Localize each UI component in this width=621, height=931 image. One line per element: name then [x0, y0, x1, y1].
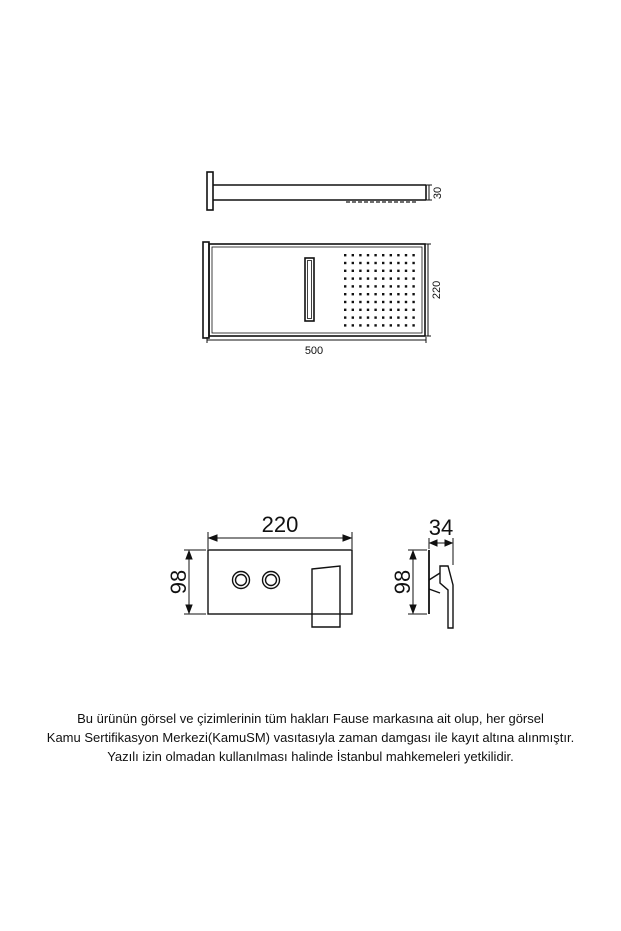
nozzle-dot — [374, 262, 376, 264]
shower-head-side-view — [207, 172, 426, 210]
nozzle-dot — [405, 309, 407, 311]
nozzle-dot — [374, 293, 376, 295]
nozzle-dot — [359, 254, 361, 256]
nozzle-dot — [405, 301, 407, 303]
side-lever — [440, 566, 453, 628]
nozzle-dot — [382, 301, 384, 303]
nozzle-dot — [359, 277, 361, 279]
nozzle-dot — [412, 254, 414, 256]
nozzle-dot — [397, 324, 399, 326]
nozzle-dot — [344, 324, 346, 326]
nozzle-dot — [352, 277, 354, 279]
nozzle-dot — [367, 324, 369, 326]
nozzle-dot — [352, 324, 354, 326]
nozzle-dot — [382, 324, 384, 326]
nozzle-dot — [382, 277, 384, 279]
nozzle-dot — [390, 301, 392, 303]
nozzle-dot — [390, 262, 392, 264]
nozzle-dot — [390, 316, 392, 318]
nozzle-dot — [412, 277, 414, 279]
nozzle-dot — [352, 293, 354, 295]
nozzle-dot — [382, 262, 384, 264]
nozzle-dot — [374, 254, 376, 256]
nozzle-grid — [344, 254, 415, 327]
nozzle-dot — [397, 262, 399, 264]
nozzle-dot — [397, 301, 399, 303]
mixer-side-height-label: 98 — [390, 569, 415, 595]
plate-inner — [212, 247, 422, 333]
nozzle-dot — [344, 270, 346, 272]
nozzle-dot — [374, 309, 376, 311]
nozzle-dot — [412, 285, 414, 287]
nozzle-dot — [397, 277, 399, 279]
nozzle-dot — [382, 316, 384, 318]
nozzle-dot — [412, 262, 414, 264]
nozzle-dot — [344, 293, 346, 295]
nozzle-dot — [382, 254, 384, 256]
nozzle-dot — [397, 293, 399, 295]
nozzle-dot — [344, 301, 346, 303]
nozzle-dot — [352, 301, 354, 303]
nozzle-dot — [412, 301, 414, 303]
nozzle-dot — [367, 301, 369, 303]
nozzle-dot — [405, 254, 407, 256]
mixer-depth-dimension — [429, 538, 453, 565]
nozzle-dot — [397, 316, 399, 318]
nozzle-dot — [397, 270, 399, 272]
mixer-height-label: 98 — [166, 569, 191, 595]
nozzle-dot — [359, 324, 361, 326]
nozzle-dot — [352, 262, 354, 264]
length-dimension — [207, 337, 426, 343]
nozzle-dot — [390, 285, 392, 287]
nozzle-dot — [344, 262, 346, 264]
nozzle-dot — [405, 293, 407, 295]
nozzle-dot — [352, 285, 354, 287]
side-wall-flange — [207, 172, 213, 210]
nozzle-dot — [390, 309, 392, 311]
mixer-lever — [312, 566, 340, 627]
nozzle-dot — [382, 285, 384, 287]
nozzle-dot — [390, 277, 392, 279]
nozzle-dot — [405, 285, 407, 287]
nozzle-dot — [390, 324, 392, 326]
nozzle-dot — [367, 285, 369, 287]
nozzle-dot — [344, 254, 346, 256]
nozzle-dot — [412, 270, 414, 272]
nozzle-dot — [374, 324, 376, 326]
thickness-label: 30 — [432, 186, 444, 200]
nozzle-dot — [359, 309, 361, 311]
nozzle-dot — [390, 293, 392, 295]
nozzle-dot — [359, 285, 361, 287]
nozzle-dot — [344, 309, 346, 311]
nozzle-dot — [397, 285, 399, 287]
nozzle-dot — [367, 293, 369, 295]
nozzle-dot — [390, 270, 392, 272]
nozzle-dot — [374, 277, 376, 279]
plate-outline — [209, 244, 425, 336]
nozzle-dot — [374, 316, 376, 318]
notice-line-3: Yazılı izin olmadan kullanılması halinde İstanbul mahkemeleri yetkilidir. — [107, 749, 514, 764]
length-label: 500 — [304, 345, 324, 357]
nozzle-dot — [367, 270, 369, 272]
nozzle-dot — [359, 293, 361, 295]
nozzle-dot — [374, 270, 376, 272]
nozzle-dot — [359, 262, 361, 264]
nozzle-dot — [412, 293, 414, 295]
nozzle-dot — [367, 254, 369, 256]
nozzle-dot — [405, 262, 407, 264]
cover-plate — [208, 550, 352, 614]
nozzle-dot — [382, 270, 384, 272]
nozzle-dot — [382, 293, 384, 295]
nozzle-dot — [344, 316, 346, 318]
nozzle-dot — [412, 316, 414, 318]
nozzle-dot — [352, 270, 354, 272]
mixer-side-view — [429, 550, 453, 628]
nozzle-dot — [412, 309, 414, 311]
nozzle-dot — [405, 270, 407, 272]
nozzle-dot — [405, 277, 407, 279]
nozzle-dot — [412, 324, 414, 326]
top-wall-flange — [203, 242, 209, 338]
mixer-width-label: 220 — [261, 512, 299, 537]
nozzle-dot — [367, 262, 369, 264]
nozzle-dot — [359, 270, 361, 272]
nozzle-dot — [390, 254, 392, 256]
width-label: 220 — [431, 280, 443, 300]
nozzle-dot — [374, 301, 376, 303]
nozzle-dot — [374, 285, 376, 287]
nozzle-dot — [405, 316, 407, 318]
nozzle-dot — [367, 316, 369, 318]
nozzle-dot — [344, 277, 346, 279]
nozzle-dot — [367, 309, 369, 311]
copyright-notice — [0, 709, 621, 766]
nozzle-dot — [352, 309, 354, 311]
nozzle-dot — [367, 277, 369, 279]
notice-line-2: Kamu Sertifikasyon Merkezi(KamuSM) vasıtasıyla zaman damgası ile kayıt altına alınmıştır. — [46, 730, 575, 745]
nozzle-dot — [359, 301, 361, 303]
nozzle-dot — [359, 316, 361, 318]
nozzle-dot — [352, 316, 354, 318]
nozzle-dot — [344, 285, 346, 287]
nozzle-dot — [397, 309, 399, 311]
nozzle-dot — [405, 324, 407, 326]
nozzle-dot — [397, 254, 399, 256]
nozzle-dot — [352, 254, 354, 256]
mixer-depth-label: 34 — [428, 515, 454, 540]
nozzle-dot — [382, 309, 384, 311]
waterfall-slot — [305, 258, 314, 321]
notice-line-1: Bu ürünün görsel ve çizimlerinin tüm hakları Fause markasına ait olup, her görsel — [77, 711, 544, 726]
mixer-front-view — [208, 550, 352, 627]
